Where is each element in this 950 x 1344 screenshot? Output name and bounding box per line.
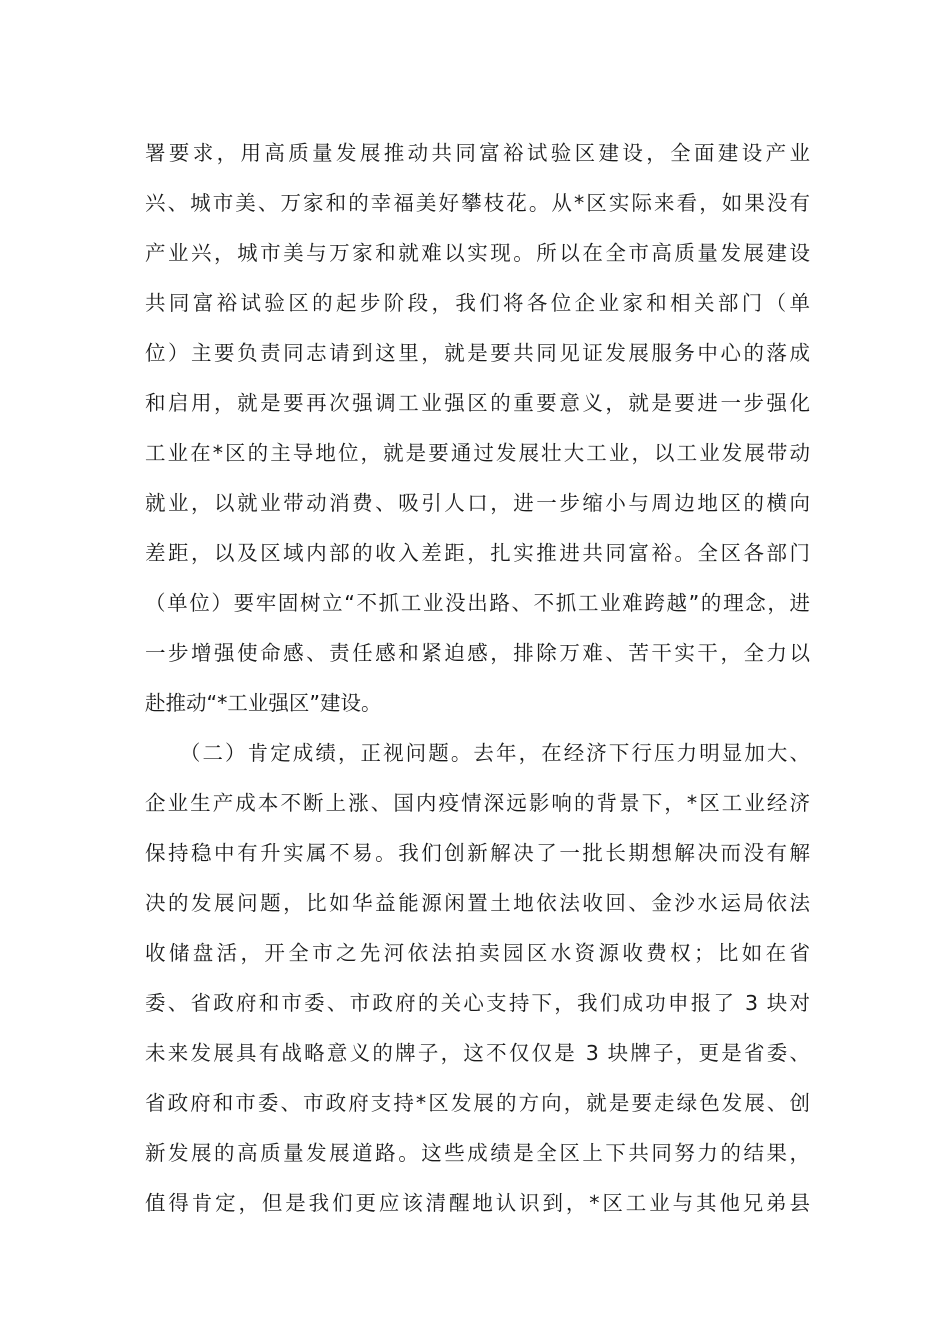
text-line-11: 一步增强使命感、责任感和紧迫感，排除万难、苦干实干，全力以 (145, 641, 810, 665)
text-line-7: 工业在*区的主导地位，就是要通过发展壮大工业，以工业发展带动 (145, 441, 810, 465)
text-line-1: 署要求，用高质量发展推动共同富裕试验区建设，全面建设产业 (145, 141, 810, 165)
text-line-2: 兴、城市美、万家和的幸福美好攀枝花。从*区实际来看，如果没有 (145, 191, 810, 215)
text-line-12: 赴推动“*工业强区”建设。 (145, 691, 382, 715)
text-line-19: 未来发展具有战略意义的牌子，这不仅仅是 3 块牌子，更是省委、 (145, 1041, 810, 1065)
text-line-14: 企业生产成本不断上涨、国内疫情深远影响的背景下，*区工业经济 (145, 791, 810, 815)
text-line-10: （单位）要牢固树立“不抓工业没出路、不抓工业难跨越”的理念，进 (145, 591, 810, 615)
text-line-15: 保持稳中有升实属不易。我们创新解决了一批长期想解决而没有解 (145, 841, 810, 865)
text-line-17: 收储盘活，开全市之先河依法拍卖园区水资源收费权；比如在省 (145, 941, 810, 965)
text-line-3: 产业兴，城市美与万家和就难以实现。所以在全市高质量发展建设 (145, 241, 810, 265)
body-text (145, 128, 810, 1228)
text-line-20: 省政府和市委、市政府支持*区发展的方向，就是要走绿色发展、创 (145, 1091, 810, 1115)
text-line-9: 差距，以及区域内部的收入差距，扎实推进共同富裕。全区各部门 (145, 541, 810, 565)
text-line-6: 和启用，就是要再次强调工业强区的重要意义，就是要进一步强化 (145, 391, 810, 415)
text-line-22: 值得肯定，但是我们更应该清醒地认识到，*区工业与其他兄弟县 (145, 1191, 810, 1215)
text-line-8: 就业，以就业带动消费、吸引人口，进一步缩小与周边地区的横向 (145, 491, 810, 515)
text-line-5: 位）主要负责同志请到这里，就是要共同见证发展服务中心的落成 (145, 341, 810, 365)
text-line-13: （二）肯定成绩，正视问题。去年，在经济下行压力明显加大、 (145, 741, 810, 765)
text-line-18: 委、省政府和市委、市政府的关心支持下，我们成功申报了 3 块对 (145, 991, 810, 1015)
text-line-4: 共同富裕试验区的起步阶段，我们将各位企业家和相关部门（单 (145, 291, 810, 315)
text-line-21: 新发展的高质量发展道路。这些成绩是全区上下共同努力的结果， (145, 1141, 810, 1165)
text-line-16: 决的发展问题，比如华益能源闲置土地依法收回、金沙水运局依法 (145, 891, 810, 915)
